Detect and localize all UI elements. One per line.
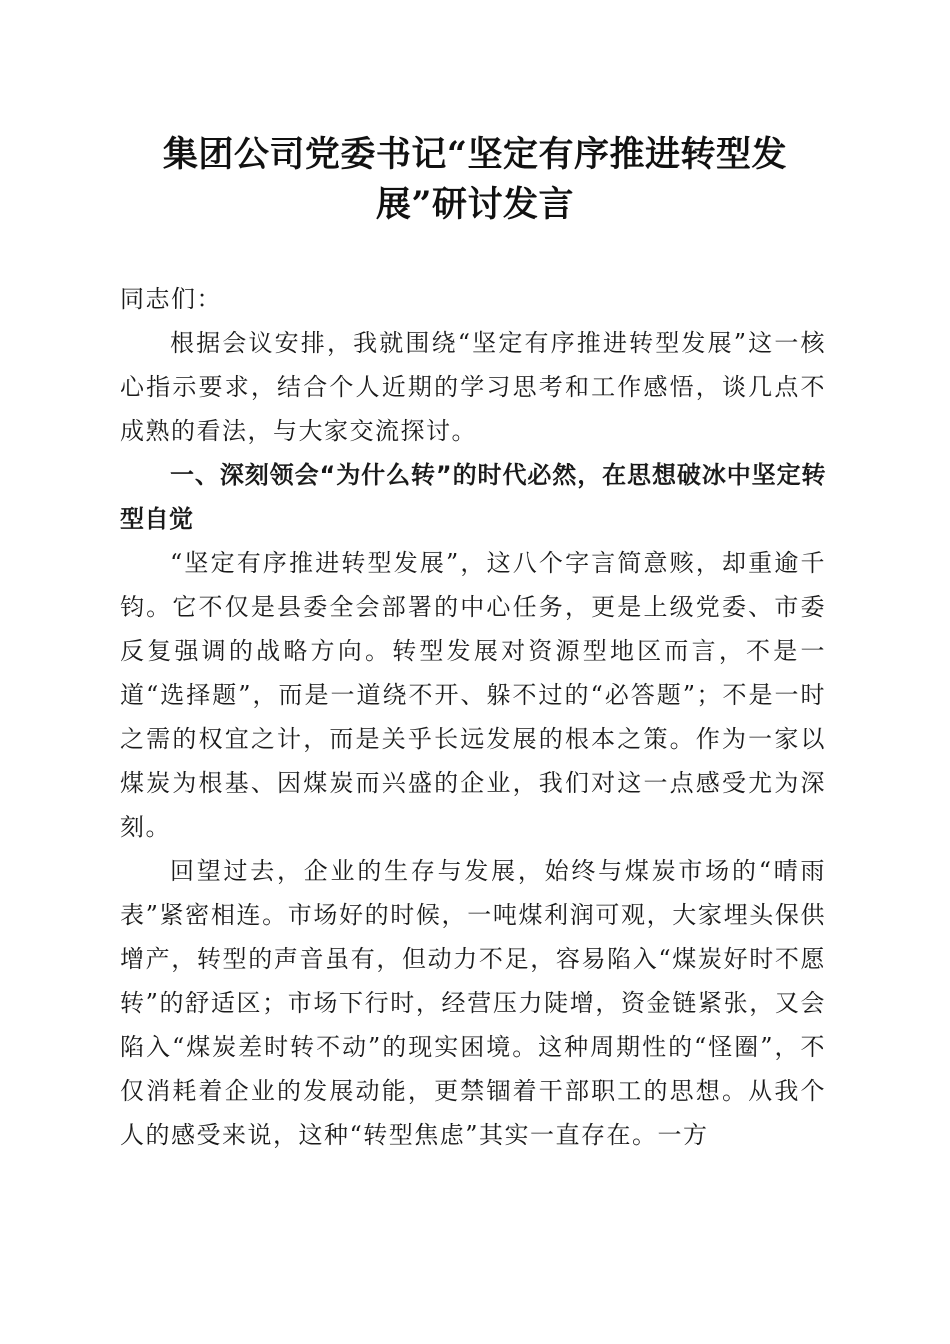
document-title <box>100 130 850 230</box>
document-body <box>120 277 826 1157</box>
title-line-2: 展”研讨发言 <box>375 184 575 225</box>
paragraph-intro: 根据会议安排，我就围绕“坚定有序推进转型发展”这一核心指示要求，结合个人近期的学习思考和工作感悟，谈几点不成熟的看法，与大家交流探讨。 <box>120 329 826 445</box>
section-heading-1: 一、深刻领会“为什么转”的时代必然，在思想破冰中坚定转型自觉 <box>120 461 826 533</box>
title-line-1: 集团公司党委书记“坚定有序推进转型发 <box>162 134 788 175</box>
paragraph-body: “坚定有序推进转型发展”，这八个字言简意赅，却重逾千钧。它不仅是县委全会部署的中心任务，更是上级党委、市委反复强调的战略方向。转型发展对资源型地区而言，不是一道“选择题”，而是一道绕不开、躲不过的“必答题”；不是一时之需的权宜之计，而是关乎长远发展的根本之策。作为一家以煤炭为根基、因煤炭而兴盛的企业，我们对这一点感受尤为深刻。 <box>120 549 826 841</box>
paragraph-body: 回望过去，企业的生存与发展，始终与煤炭市场的“晴雨表”紧密相连。市场好的时候，一吨煤利润可观，大家埋头保供增产，转型的声音虽有，但动力不足，容易陷入“煤炭好时不愿转”的舒适区；市场下行时，经营压力陡增，资金链紧张，又会陷入“煤炭差时转不动”的现实困境。这种周期性的“怪圈”，不仅消耗着企业的发展动能，更禁锢着干部职工的思想。从我个人的感受来说，这种“转型焦虑”其实一直存在。一方 <box>120 857 826 1149</box>
greeting: 同志们： <box>120 285 222 313</box>
